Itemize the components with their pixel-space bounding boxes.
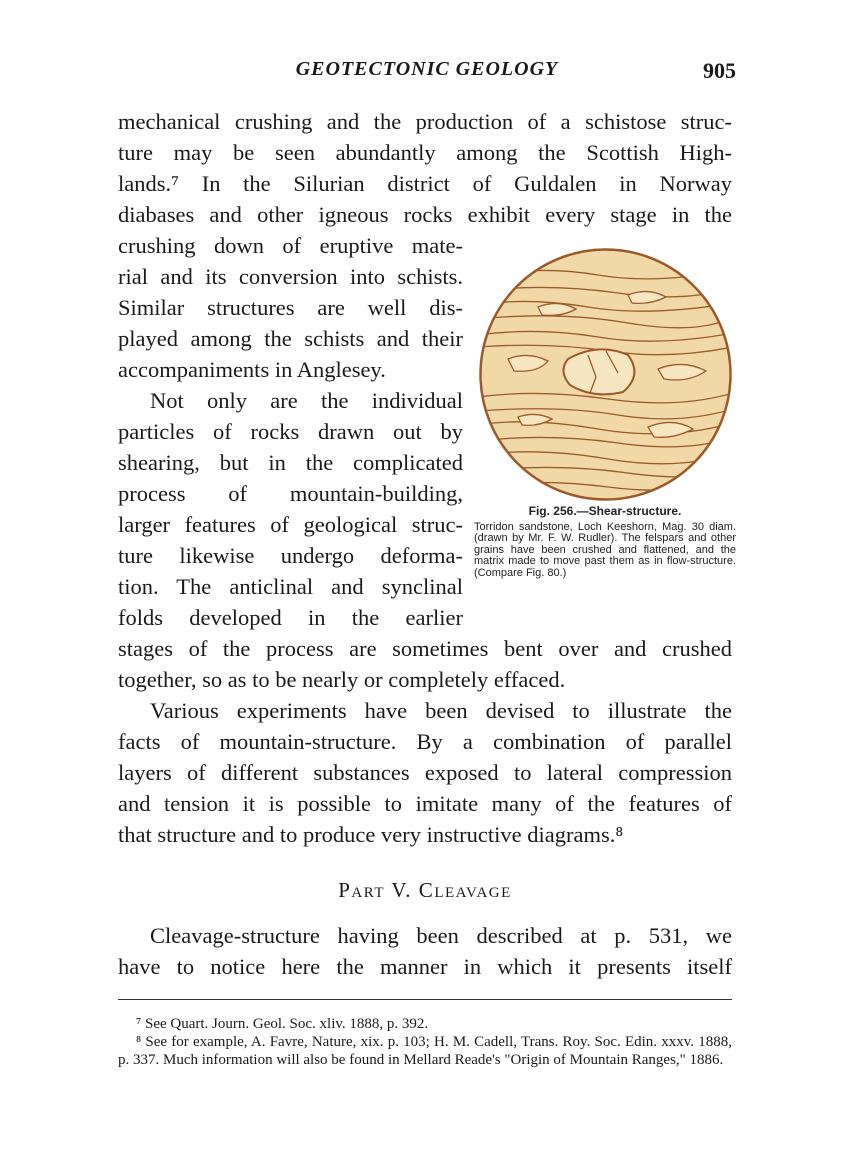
body-line: mechanical crushing and the production of a schistose struc- <box>118 109 732 134</box>
body-line: larger features of geological struc- <box>118 512 463 537</box>
footnote-7: ⁷ See Quart. Journ. Geol. Soc. xliv. 1888, p. 392. <box>136 1016 429 1032</box>
figure-caption <box>474 506 736 579</box>
body-line: tion. The anticlinal and synclinal <box>118 574 463 599</box>
body-line: diabases and other igneous rocks exhibit every stage in the <box>118 202 732 227</box>
body-line: particles of rocks drawn out by <box>118 419 463 444</box>
body-line: stages of the process are sometimes bent over and crushed <box>118 636 732 661</box>
body-line: and tension it is possible to imitate many of the features of <box>118 791 732 816</box>
page-header <box>118 58 736 90</box>
body-line: lands.⁷ In the Silurian district of Guldalen in Norway <box>118 171 732 196</box>
body-line: shearing, but in the complicated <box>118 450 463 475</box>
body-line: have to notice here the manner in which it presents itself <box>118 954 732 979</box>
body-line: rial and its conversion into schists. <box>118 264 463 289</box>
body-line: facts of mountain-structure. By a combination of parallel <box>118 729 732 754</box>
body-line: Similar structures are well dis- <box>118 295 463 320</box>
body-line: played among the schists and their <box>118 326 463 351</box>
body-line: folds developed in the earlier <box>118 605 463 630</box>
body-line: that structure and to produce very instructive diagrams.⁸ <box>118 822 624 847</box>
running-title: GEOTECTONIC GEOLOGY <box>295 58 559 80</box>
body-line: Cleavage-structure having been described at p. 531, we <box>150 923 732 948</box>
shear-structure-figure <box>478 247 733 502</box>
body-line: together, so as to be nearly or completely effaced. <box>118 667 566 692</box>
body-line: process of mountain-building, <box>118 481 463 506</box>
body-line: Not only are the individual <box>150 388 463 413</box>
figure-caption-text: Torridon sandstone, Loch Keeshorn, Mag. 30 diam. (drawn by Mr. F. W. Rudler). The felspars and other grains have been crushed and flattened, and the matrix made to move past them as in flow-structure. (Compare Fig. 80.) <box>474 520 736 579</box>
section-heading: Part V. Cleavage <box>338 878 512 902</box>
body-line: ture may be seen abundantly among the Scottish High- <box>118 140 732 165</box>
page-number: 905 <box>703 58 736 83</box>
body-line: ture likewise undergo deforma- <box>118 543 463 568</box>
footnote-divider <box>118 999 732 1000</box>
footnote-8: ⁸ See for example, A. Favre, Nature, xix. p. 103; H. M. Cadell, Trans. Roy. Soc. Edin. xxxv. 1888, p. 337. Much information will also be found in Mellard Reade's "Origin of Mountain Ranges," 1886. <box>118 1034 732 1068</box>
body-line: layers of different substances exposed to lateral compression <box>118 760 732 785</box>
body-line: accompaniments in Anglesey. <box>118 357 386 382</box>
figure-title: Fig. 256.—Shear-structure. <box>528 504 682 518</box>
body-line: Various experiments have been devised to illustrate the <box>150 698 732 723</box>
body-line: crushing down of eruptive mate- <box>118 233 463 258</box>
micrograph-illustration <box>478 247 733 502</box>
